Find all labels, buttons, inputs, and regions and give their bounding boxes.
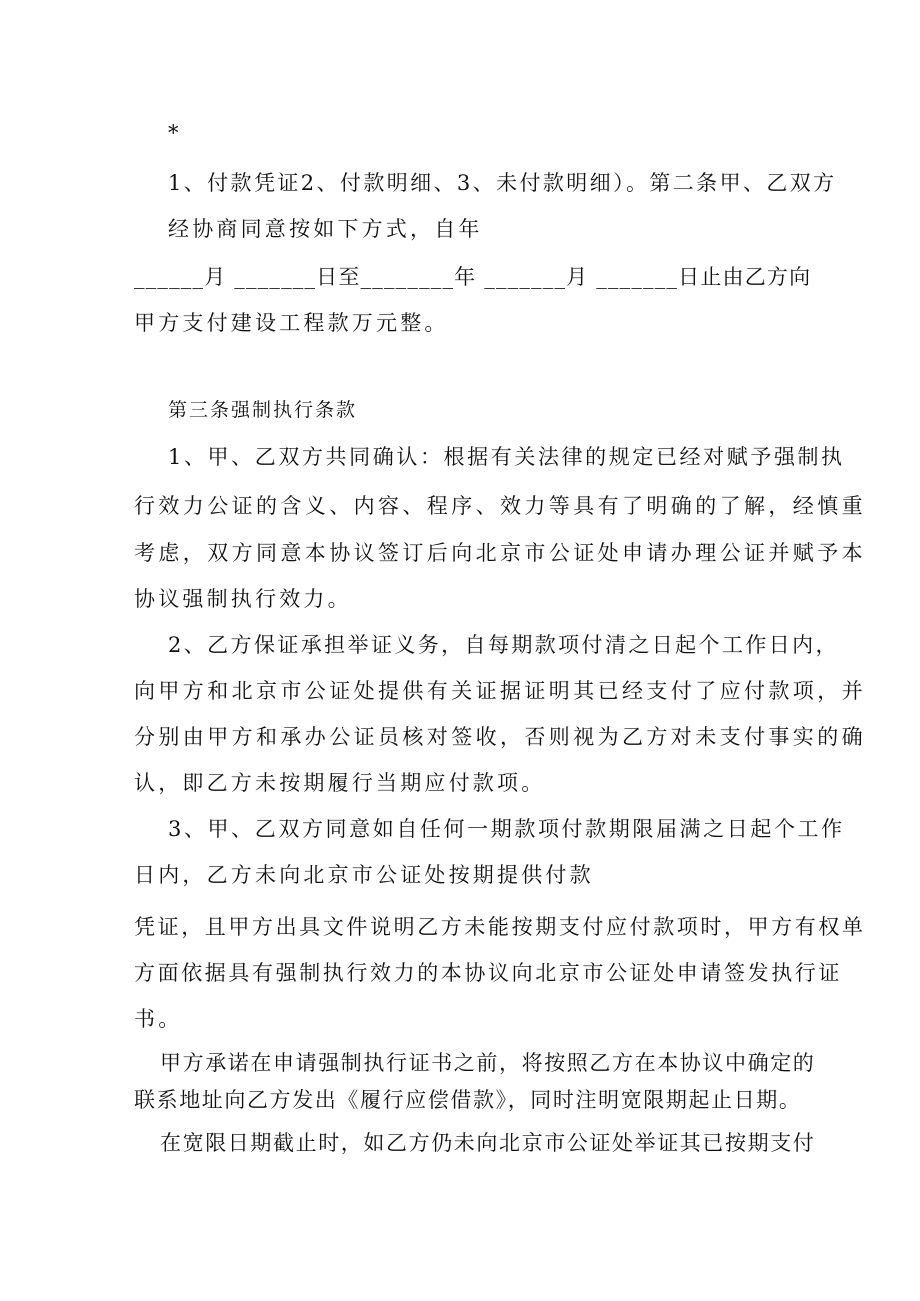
paragraph-line: 甲方承诺在申请强制执行证书之前，将按照乙方在本协议中确定的	[160, 1051, 816, 1075]
paragraph-line: 1、付款凭证2、付款明细、3、未付款明细）。第二条甲、乙双方	[168, 171, 837, 195]
paragraph-line: 向甲方和北京市公证处提供有关证据证明其已经支付了应付款项，并	[134, 679, 866, 703]
paragraph-line: 在宽限日期截止时，如乙方仍未向北京市公证处举证其已按期支付	[160, 1131, 816, 1155]
paragraph-line: 1、甲、乙双方共同确认：根据有关法律的规定已经对赋予强制执	[168, 445, 845, 469]
paragraph-line: 2、乙方保证承担举证义务，自每期款项付清之日起个工作日内，	[168, 633, 839, 657]
paragraph-line: 认，即乙方未按期履行当期应付款项。	[134, 771, 546, 795]
paragraph-line: 3、甲、乙双方同意如自任何一期款项付款期限届满之日起个工作	[168, 817, 845, 841]
section-heading: 第三条强制执行条款	[168, 399, 358, 421]
paragraph-line: 甲方支付建设工程款万元整。	[134, 311, 449, 335]
paragraph-line: 日内，乙方未向北京市公证处按期提供付款	[134, 863, 594, 887]
paragraph-line: 考虑，双方同意本协议签订后向北京市公证处申请办理公证并赋予本	[134, 541, 866, 565]
paragraph-line: 联系地址向乙方发出《履行应偿借款》，同时注明宽限期起止日期。	[134, 1088, 802, 1112]
paragraph-line: 协议强制执行效力。	[134, 587, 352, 611]
date-blanks-line: ______月 _______日至________年 _______月 _______日止由乙方向	[134, 265, 812, 289]
asterisk-mark: *	[168, 121, 182, 145]
paragraph-line: 书。	[134, 1007, 183, 1031]
paragraph-line: 经协商同意按如下方式，自年	[168, 217, 483, 241]
paragraph-line: 分别由甲方和承办公证员核对签收，否则视为乙方对未支付事实的确	[134, 725, 866, 749]
paragraph-line: 行效力公证的含义、内容、程序、效力等具有了明确的了解，经慎重	[134, 494, 866, 518]
paragraph-line: 凭证，且甲方出具文件说明乙方未能按期支付应付款项时，甲方有权单	[134, 915, 866, 939]
paragraph-line: 方面依据具有强制执行效力的本协议向北京市公证处申请签发执行证	[134, 961, 842, 985]
